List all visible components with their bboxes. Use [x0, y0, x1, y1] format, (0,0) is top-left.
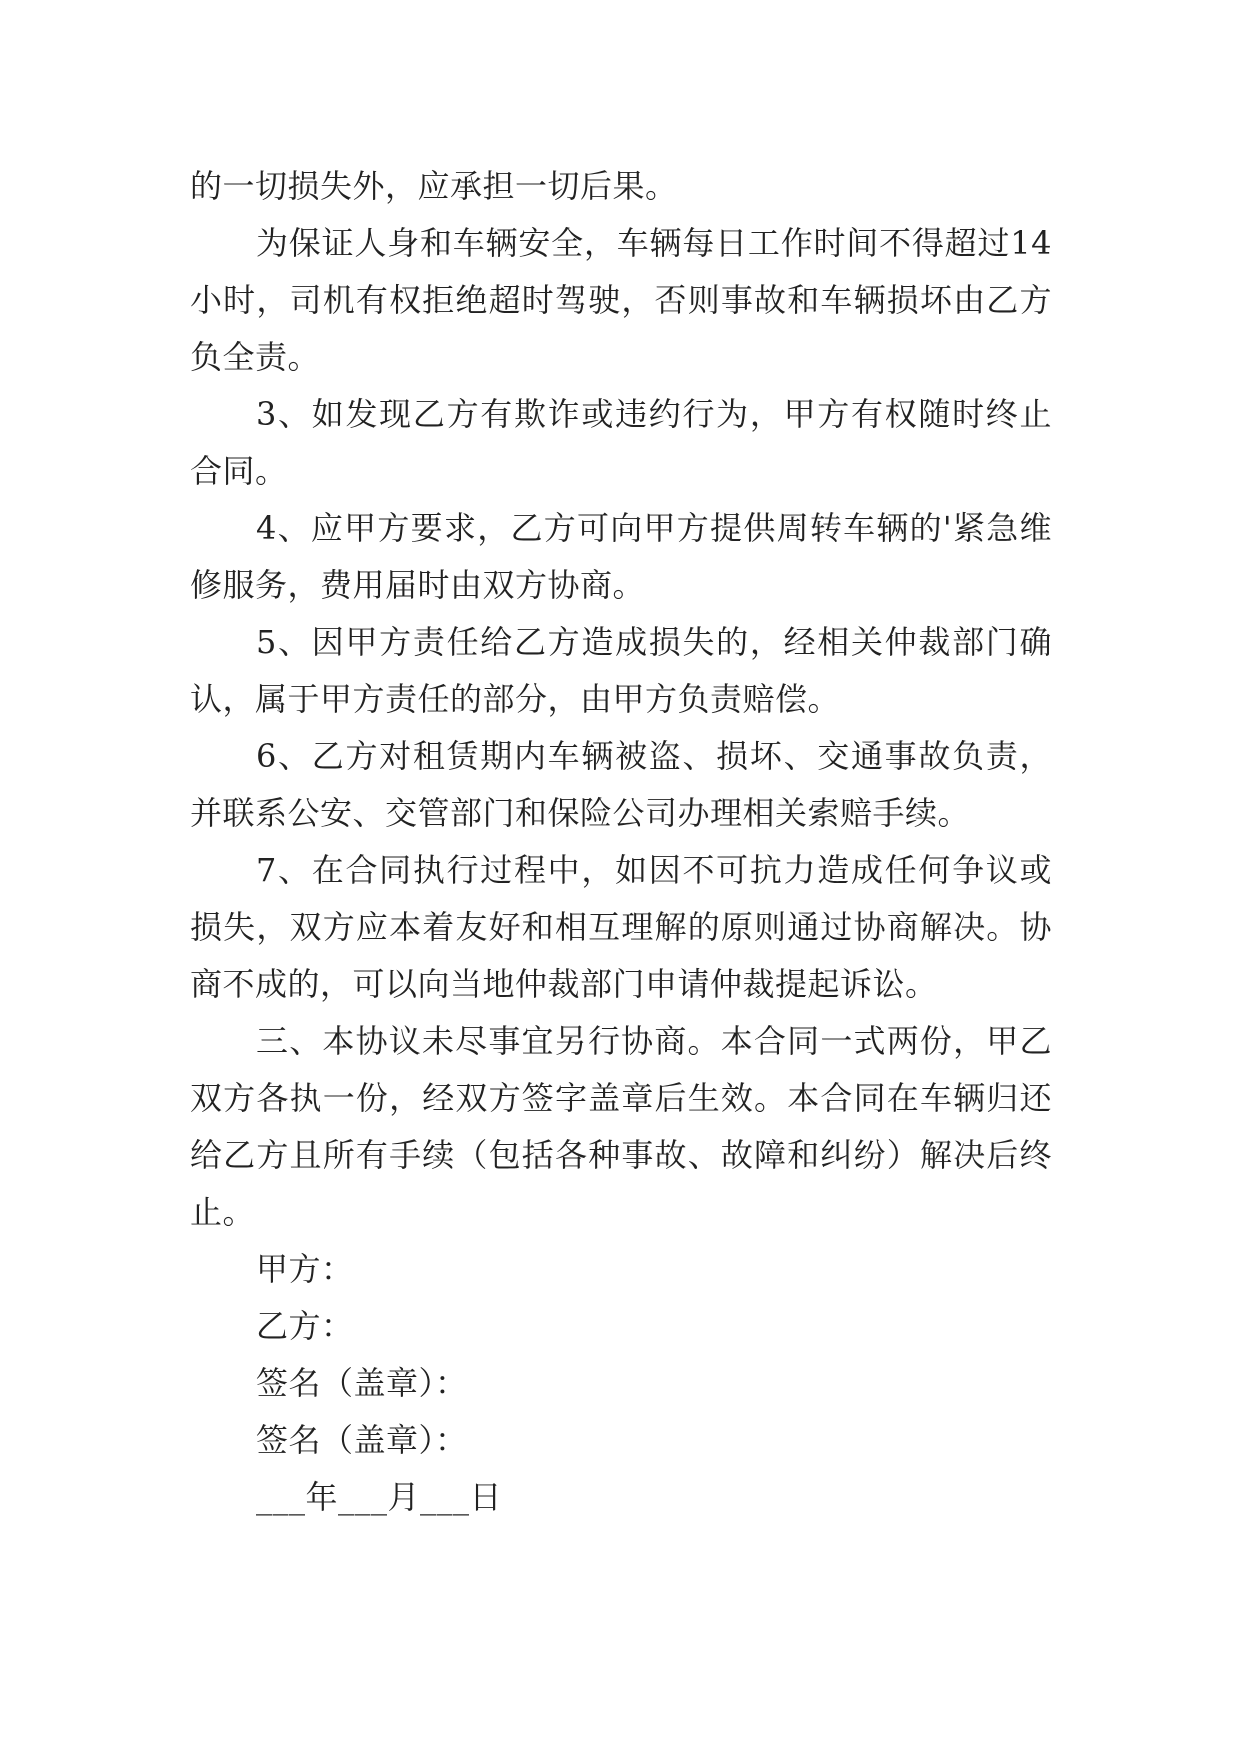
- paragraph-clause-6: 6、乙方对租赁期内车辆被盗、损坏、交通事故负责，并联系公安、交管部门和保险公司办理相关索赔手续。: [190, 737, 1052, 832]
- signature-a-label: 签名（盖章）：: [256, 1364, 468, 1402]
- party-b-label: 乙方：: [256, 1307, 354, 1345]
- paragraph-continuation: 的一切损失外，应承担一切后果。: [190, 167, 678, 205]
- party-a-label: 甲方：: [256, 1250, 354, 1288]
- paragraph-clause-4: 4、应甲方要求，乙方可向甲方提供周转车辆的'紧急维修服务，费用届时由双方协商。: [190, 509, 1052, 604]
- paragraph-clause-5: 5、因甲方责任给乙方造成损失的，经相关仲裁部门确认，属于甲方责任的部分，由甲方负责赔偿。: [190, 623, 1052, 718]
- date-line: ___年___月___日: [256, 1478, 503, 1516]
- paragraph-clause-3: 3、如发现乙方有欺诈或违约行为，甲方有权随时终止合同。: [190, 395, 1052, 490]
- signature-b-label: 签名（盖章）：: [256, 1421, 468, 1459]
- document-body: [190, 158, 1052, 1526]
- paragraph-working-hours: 为保证人身和车辆安全，车辆每日工作时间不得超过14小时，司机有权拒绝超时驾驶，否则事故和车辆损坏由乙方负全责。: [190, 224, 1052, 376]
- paragraph-clause-7: 7、在合同执行过程中，如因不可抗力造成任何争议或损失，双方应本着友好和相互理解的原则通过协商解决。协商不成的，可以向当地仲裁部门申请仲裁提起诉讼。: [190, 851, 1052, 1003]
- paragraph-section-3: 三、本协议未尽事宜另行协商。本合同一式两份，甲乙双方各执一份，经双方签字盖章后生效。本合同在车辆归还给乙方且所有手续（包括各种事故、故障和纠纷）解决后终止。: [190, 1022, 1052, 1231]
